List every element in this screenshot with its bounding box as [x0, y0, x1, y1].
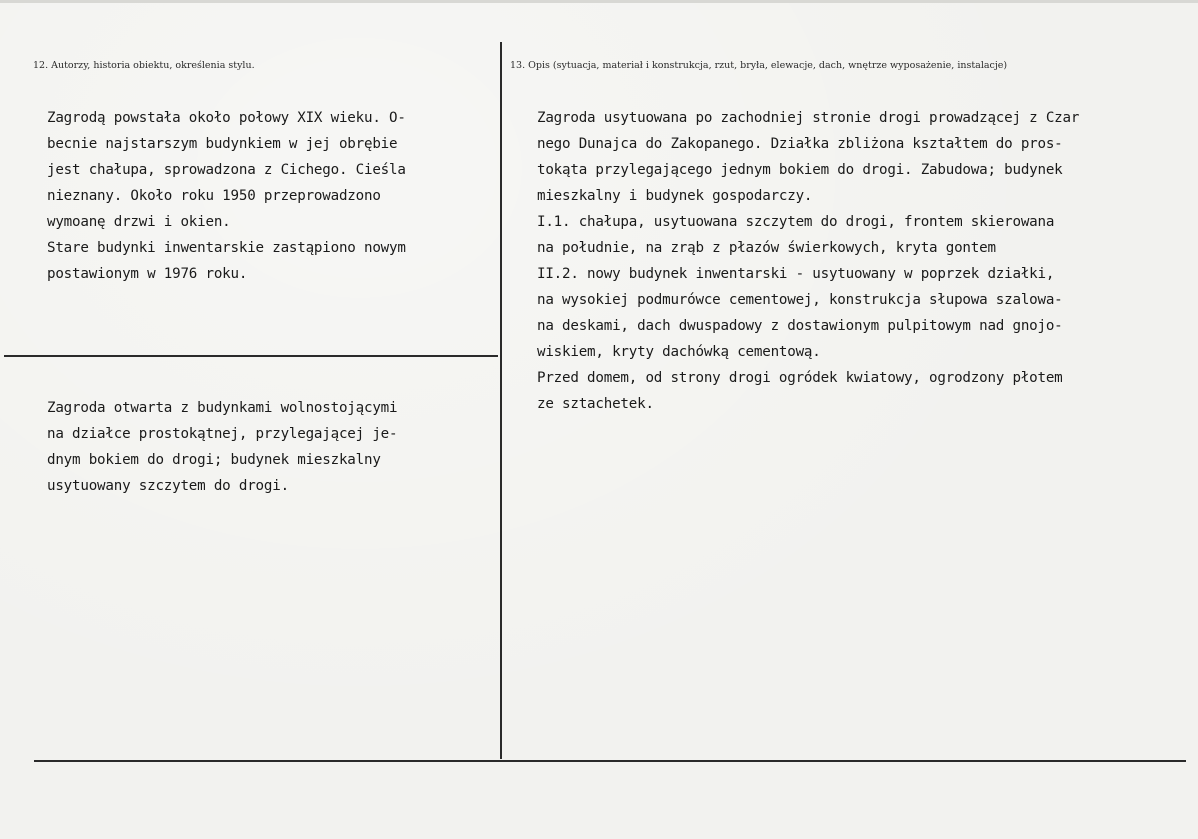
description-line: II.2. nowy budynek inwentarski - usytuowany w poprzek działki, [537, 266, 1055, 282]
column-divider [500, 42, 502, 759]
bottom-rule [34, 760, 1186, 762]
description-line: na południe, na zrąb z płazów świerkowych, kryta gontem [537, 240, 996, 256]
history-line: postawionym w 1976 roku. [47, 266, 248, 282]
history-line: jest chałupa, sprowadzona z Cichego. Cieśla [47, 162, 406, 178]
layout-line: na działce prostokątnej, przylegającej je- [47, 426, 398, 442]
layout-line: usytuowany szczytem do drogi. [47, 478, 289, 494]
description-line: na deskami, dach dwuspadowy z dostawionym pulpitowym nad gnojo- [537, 318, 1063, 334]
description-line: tokąta przylegającego jednym bokiem do drogi. Zabudowa; budynek [537, 162, 1063, 178]
page-top-edge [0, 0, 1198, 3]
description-line: mieszkalny i budynek gospodarczy. [537, 188, 813, 204]
description-line: na wysokiej podmurówce cementowej, konstrukcja słupowa szalowa- [537, 292, 1063, 308]
history-line: Stare budynki inwentarskie zastąpiono nowym [47, 240, 406, 256]
layout-line: Zagroda otwarta z budynkami wolnostojącymi [47, 400, 398, 416]
description-line: Zagroda usytuowana po zachodniej stronie drogi prowadzącej z Czar [537, 110, 1080, 126]
description-line: nego Dunajca do Zakopanego. Działka zbliżona kształtem do pros- [537, 136, 1063, 152]
history-line: wymoanę drzwi i okien. [47, 214, 231, 230]
description-line: wiskiem, kryty dachówką cementową. [537, 344, 821, 360]
description-line: I.1. chałupa, usytuowana szczytem do drogi, frontem skierowana [537, 214, 1055, 230]
history-text [47, 105, 406, 287]
section-divider-left [4, 355, 498, 357]
layout-line: dnym bokiem do drogi; budynek mieszkalny [47, 452, 381, 468]
field-13-label: 13. Opis (sytuacja, materiał i konstrukcja, rzut, bryła, elewacje, dach, wnętrze wyposażenie, instalacje) [510, 60, 1008, 71]
history-line: becnie najstarszym budynkiem w jej obrębie [47, 136, 398, 152]
history-line: Zagrodą powstała około połowy XIX wieku. O- [47, 110, 406, 126]
description-line: Przed domem, od strony drogi ogródek kwiatowy, ogrodzony płotem [537, 370, 1063, 386]
history-line: nieznany. Około roku 1950 przeprowadzono [47, 188, 381, 204]
field-12-label: 12. Autorzy, historia obiektu, określenia stylu. [33, 60, 255, 71]
description-text [537, 105, 1079, 417]
layout-text [47, 395, 397, 499]
description-line: ze sztachetek. [537, 396, 654, 412]
